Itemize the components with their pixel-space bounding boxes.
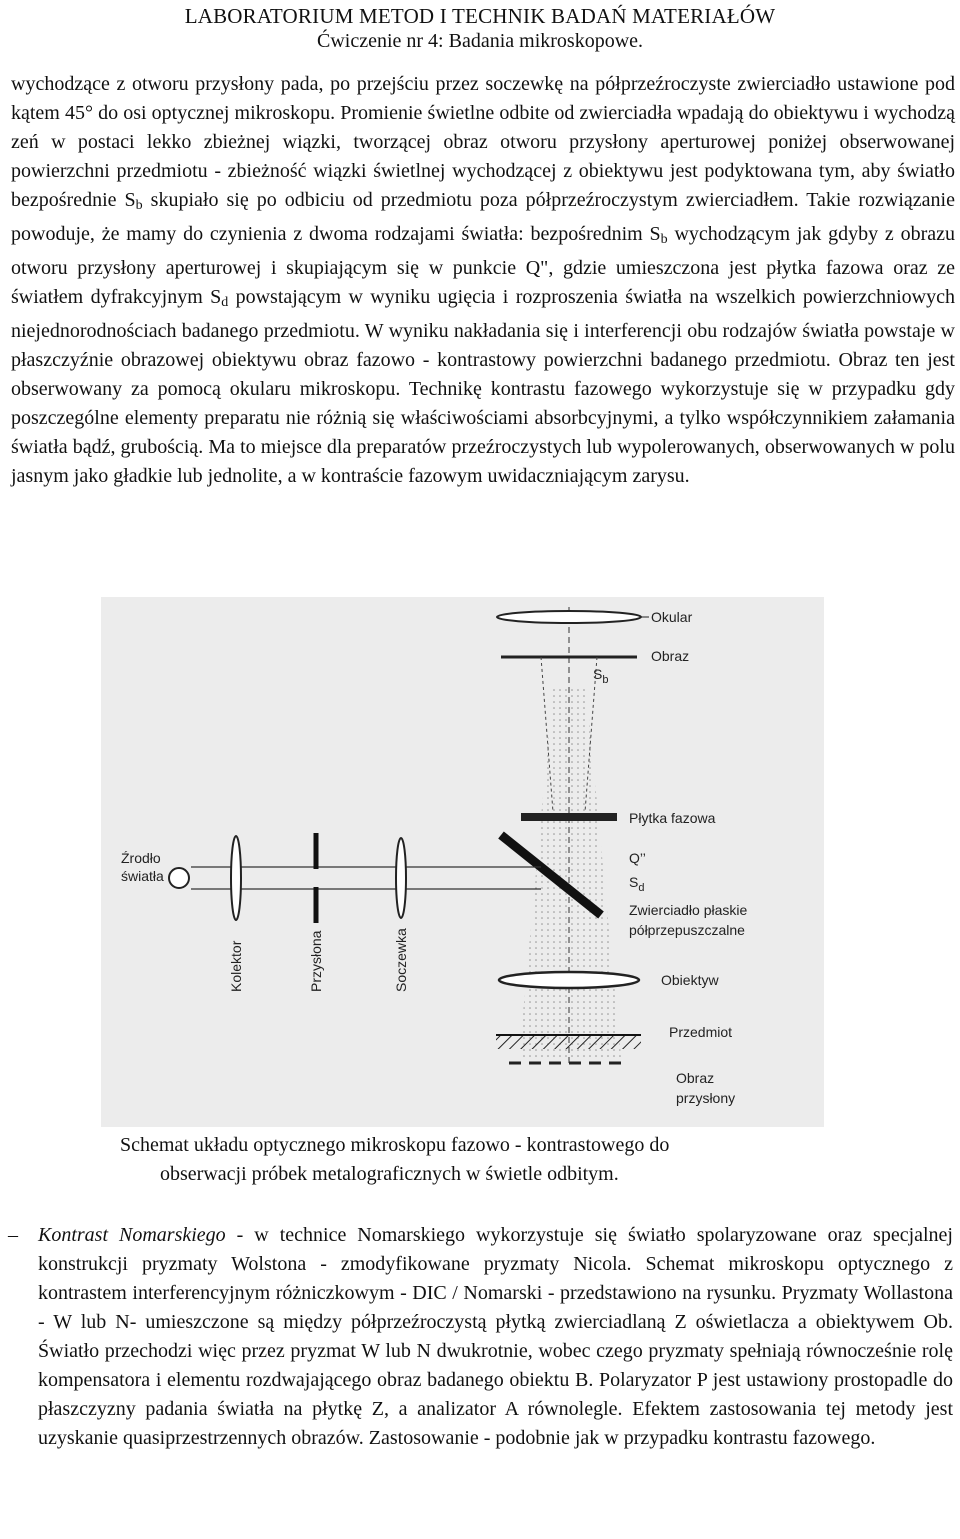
label-plytka: Płytka fazowa	[629, 810, 716, 826]
paragraph-nomarski	[38, 1221, 953, 1453]
label-obraz-przyslony-line1: Obraz	[676, 1070, 715, 1086]
subscript-b-1: b	[135, 198, 143, 213]
light-source	[169, 868, 189, 888]
label-q: Q’’	[629, 850, 646, 866]
caption-line-1: Schemat układu optycznego mikroskopu fazowo - kontrastowego do	[120, 1134, 670, 1156]
label-obraz-przyslony-line2: przysłony	[676, 1090, 736, 1106]
label-sd: $S_d$	[629, 874, 645, 894]
figure-caption	[100, 1131, 860, 1189]
okular-lens	[497, 611, 641, 623]
label-zrodlo-line1: Źrodło	[121, 850, 161, 866]
objective-lens	[499, 972, 639, 988]
specimen	[496, 1035, 641, 1049]
paragraph-text-4: powstającym w wyniku ugięcia i rozproszenia światła na wszelkich powierzchniowych niejednorodnościach badanego przedmiotu. W wyniku nakładania się i interferencji obu rodzajów światła powstaje w płaszczyźnie obrazowej obiektywu obraz fazowo - kontrastowy powierzchni badanego przedmiotu. Obraz ten jest obserwowany za pomocą okularu mikroskopu. Technikę kontrastu fazowego wykorzystuje się w przypadku gdy poszczególne elementy preparatu nie różnią się właściwościami absorbcyjnymi, a tylko współczynnikiem załamania światła bądź, grubością. Ma to miejsce dla preparatów przeźroczystych lub wypolerowanych, obserwowanych w polu jasnym jako gładkie lub jednolite, a w kontraście fazowym uwidaczniającym zarysu.	[11, 286, 955, 487]
phase-plate	[521, 813, 617, 821]
beam-cone	[519, 687, 621, 1057]
label-przedmiot: Przedmiot	[669, 1024, 733, 1040]
label-sb: $S_b$	[593, 666, 609, 686]
paragraph-text-2: skupiało się po odbiciu od przedmiotu poza półprzeźroczystym zwierciadłem. Takie rozwiązanie powoduje, że mamy do czynienia z dwoma rodzajami światła: bezpośrednim S	[11, 189, 955, 245]
label-obiektyw: Obiektyw	[661, 972, 719, 988]
collector-lens	[231, 836, 241, 920]
paragraph-phase-contrast	[11, 70, 955, 491]
paragraph-text-1: wychodzące z otworu przysłony pada, po przejściu przez soczewkę na półprzeźroczyste zwierciadło ustawione pod kątem 45° do osi optycznej mikroskopu. Promienie świetlne odbite od zwierciadła wpadają do obiektywu i wychodzą zeń w postaci lekko zbieżnej wiązki, tworzącej obraz otworu przysłony aperturowej poniżej obserwowanej powierzchni przedmiotu - zbieżność wiązki świetlnej wychodzącej z obiektywu jest podyktowana tym, aby światło bezpośrednie S	[11, 73, 955, 211]
list-dash: –	[8, 1224, 18, 1246]
page-header	[0, 4, 960, 54]
label-obraz: Obraz	[651, 648, 690, 664]
microscope-diagram-svg	[101, 597, 824, 1127]
nomarski-term: Kontrast Nomarskiego	[38, 1224, 226, 1246]
label-zwierciadlo-line2: półprzepuszczalne	[629, 922, 745, 938]
label-zrodlo-line2: światła	[121, 868, 164, 884]
subscript-d: d	[221, 295, 229, 310]
caption-line-2: obserwacji próbek metalograficznych w świetle odbitym.	[160, 1163, 619, 1185]
subscript-b-2: b	[660, 232, 668, 247]
label-okular: Okular	[651, 609, 693, 625]
microscope-diagram	[101, 597, 824, 1127]
header-subtitle: Ćwiczenie nr 4: Badania mikroskopowe.	[316, 30, 644, 52]
label-przyslona: Przysłona	[308, 930, 324, 992]
condenser-lens	[396, 838, 406, 918]
label-soczewka: Soczewka	[393, 928, 409, 992]
label-zwierciadlo-line1: Zwierciadło płaskie	[629, 902, 748, 918]
nomarski-text: - w technice Nomarskiego wykorzystuje się światło spolaryzowane oraz specjalnej konstrukcji pryzmaty Wolstona - zmodyfikowane pryzmaty Nicola. Schemat mikroskopu optycznego z kontrastem interferencyjnym różniczkowym - DIC / Nomarski - przedstawiono na rysunku. Pryzmaty Wollastona - W lub N- umieszczone są między półprzeźroczystą płytką zwierciadlaną Z oświetlacza a obiektywem Ob. Światło przechodzi więc przez pryzmat W lub N dwukrotnie, wobec czego pryzmaty spełniają równocześnie rolę kompensatora i elementu rozdwajającego obraz badanego obiektu B. Polaryzator P jest ustawiony prostopadle do płaszczyzny padania światła na płytkę Z, a analizator A równolegle. Efektem zastosowania tej metody jest uzyskanie quasiprzestrzennych obrazów. Zastosowanie - podobnie jak w przypadku kontrastu fazowego.	[38, 1224, 953, 1449]
header-title: LABORATORIUM METOD I TECHNIK BADAŃ MATERIAŁÓW	[184, 4, 776, 28]
paragraph-text-3: wychodzącym jak gdyby z obrazu otworu przysłony aperturowej i skupiającym się w punkcie Q", gdzie umieszczona jest płytka fazowa oraz ze światłem dyfrakcyjnym S	[11, 223, 955, 308]
label-kolektor: Kolektor	[228, 940, 244, 992]
